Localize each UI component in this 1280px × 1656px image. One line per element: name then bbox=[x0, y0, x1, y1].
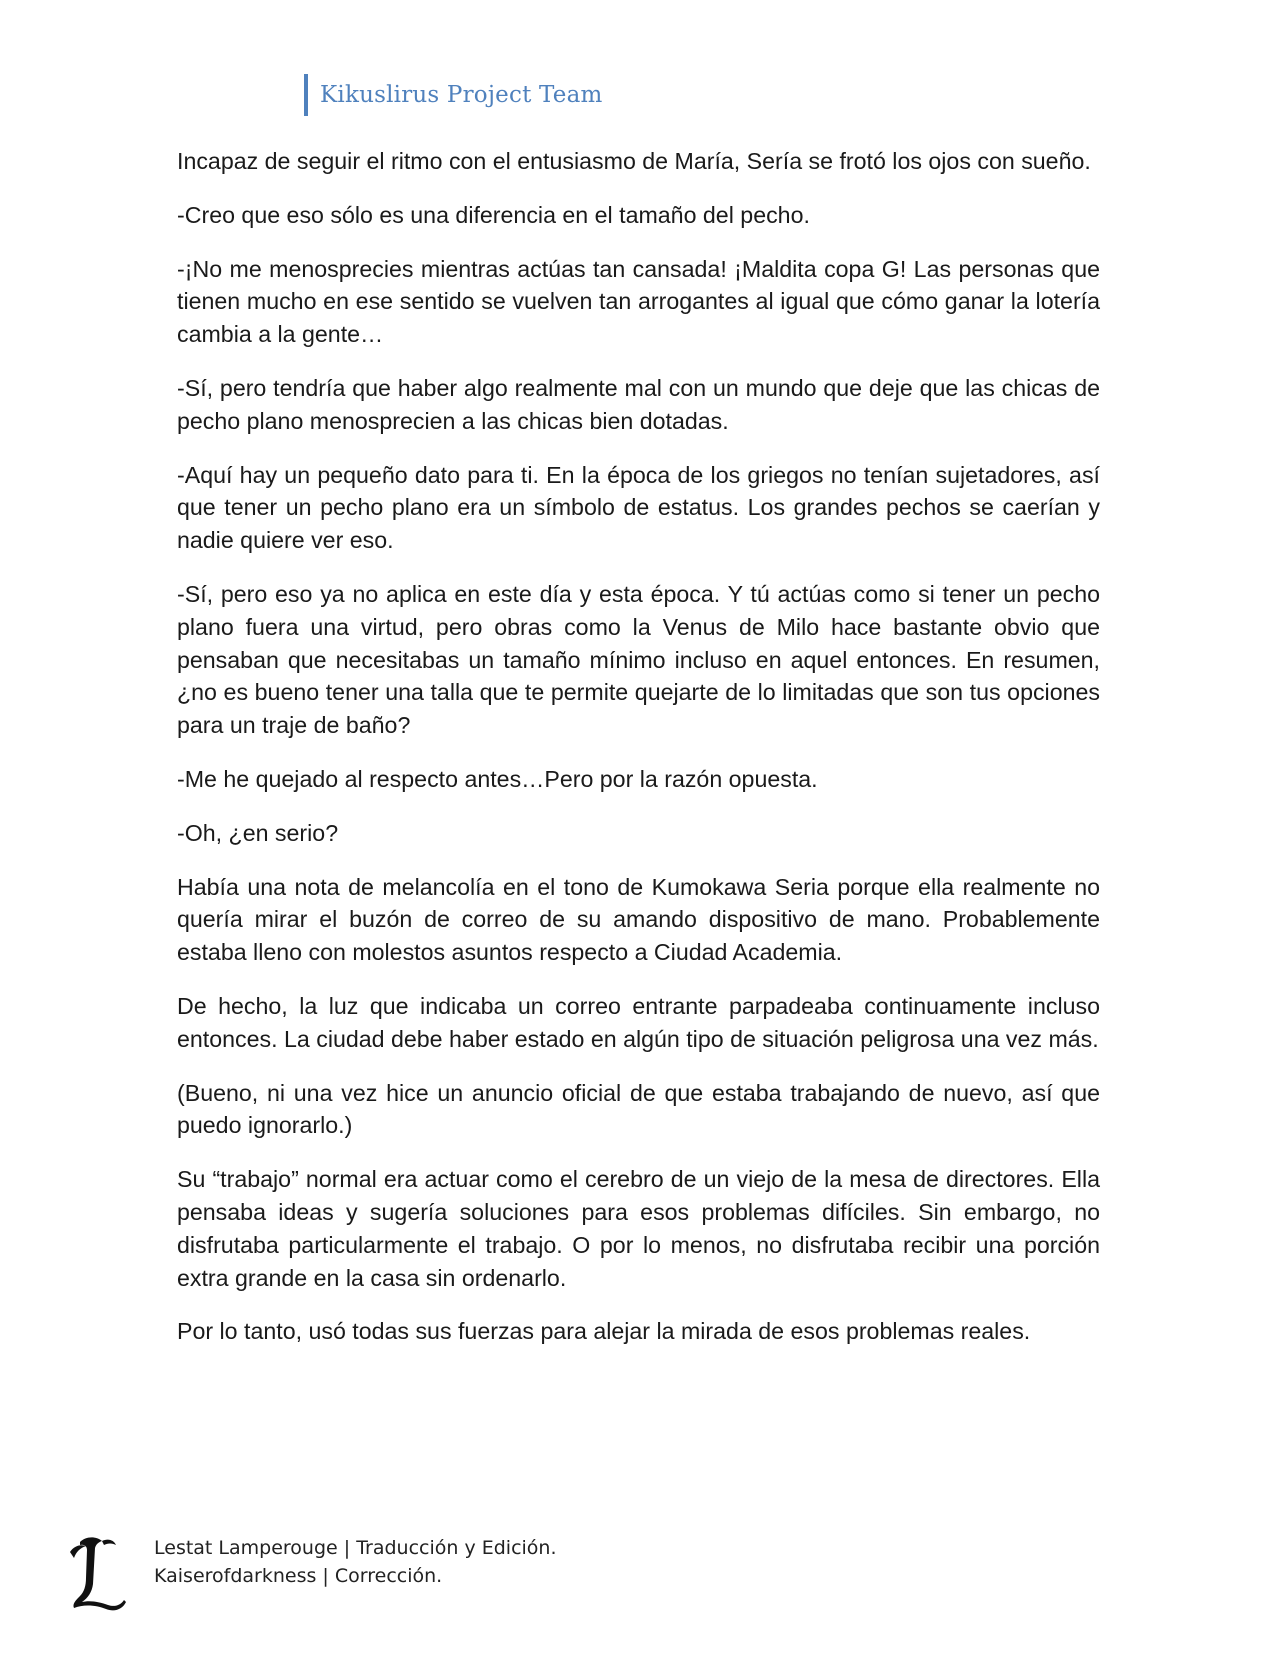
paragraph: -¡No me menosprecies mientras actúas tan cansada! ¡Maldita copa G! Las personas que tienen mucho en ese sentido se vuelven tan arrogantes al igual que cómo ganar la lotería cambia a la gente… bbox=[177, 255, 1100, 348]
credit-correction: Kaiserofdarkness | Corrección. bbox=[154, 1565, 443, 1587]
paragraph: Su “trabajo” normal era actuar como el cerebro de un viejo de la mesa de directores. Ella pensaba ideas y sugería soluciones para esos problemas difíciles. Sin embargo, no disfrutaba particularmente el trabajo. O por lo menos, no disfrutaba recibir una porción extra grande en la casa sin ordenarlo. bbox=[177, 1166, 1100, 1291]
paragraph: -Sí, pero eso ya no aplica en este día y esta época. Y tú actúas como si tener un pecho plano fuera una virtud, pero obras como la Venus de Milo hace bastante obvio que pensaban que necesitabas un tamaño mínimo incluso en aquel entonces. En resumen, ¿no es bueno tener una talla que te permite quejarte de lo limitadas que son tus opciones para un traje de baño? bbox=[177, 580, 1100, 739]
gothic-letter-l-logo-icon bbox=[66, 1532, 130, 1612]
document-body bbox=[177, 145, 1100, 1369]
header-title: Kikuslirus Project Team bbox=[320, 82, 603, 108]
paragraph: -Sí, pero tendría que haber algo realmente mal con un mundo que deje que las chicas de pecho plano menosprecien a las chicas bien dotadas. bbox=[177, 374, 1100, 434]
paragraph: -Aquí hay un pequeño dato para ti. En la época de los griegos no tenían sujetadores, así que tener un pecho plano era un símbolo de estatus. Los grandes pechos se caerían y nadie quiere ver eso. bbox=[177, 461, 1100, 554]
paragraph: -Me he quejado al respecto antes…Pero por la razón opuesta. bbox=[177, 765, 818, 792]
credits bbox=[154, 1532, 557, 1590]
paragraph: (Bueno, ni una vez hice un anuncio oficial de que estaba trabajando de nuevo, así que puedo ignorarlo.) bbox=[177, 1079, 1100, 1139]
page-footer bbox=[66, 1532, 557, 1612]
page-header bbox=[304, 74, 603, 116]
paragraph: -Oh, ¿en serio? bbox=[177, 819, 339, 846]
paragraph: Incapaz de seguir el ritmo con el entusiasmo de María, Sería se frotó los ojos con sueño. bbox=[177, 148, 1091, 174]
paragraph: Había una nota de melancolía en el tono de Kumokawa Seria porque ella realmente no quería mirar el buzón de correo de su amando dispositivo de mano. Probablemente estaba lleno con molestos asuntos respecto a Ciudad Academia. bbox=[177, 873, 1100, 966]
paragraph: -Creo que eso sólo es una diferencia en el tamaño del pecho. bbox=[177, 201, 810, 228]
paragraph: De hecho, la luz que indicaba un correo entrante parpadeaba continuamente incluso entonces. La ciudad debe haber estado en algún tipo de situación peligrosa una vez más. bbox=[177, 992, 1100, 1052]
paragraph: Por lo tanto, usó todas sus fuerzas para alejar la mirada de esos problemas reales. bbox=[177, 1318, 1031, 1345]
credit-translation: Lestat Lamperouge | Traducción y Edición. bbox=[154, 1537, 557, 1559]
